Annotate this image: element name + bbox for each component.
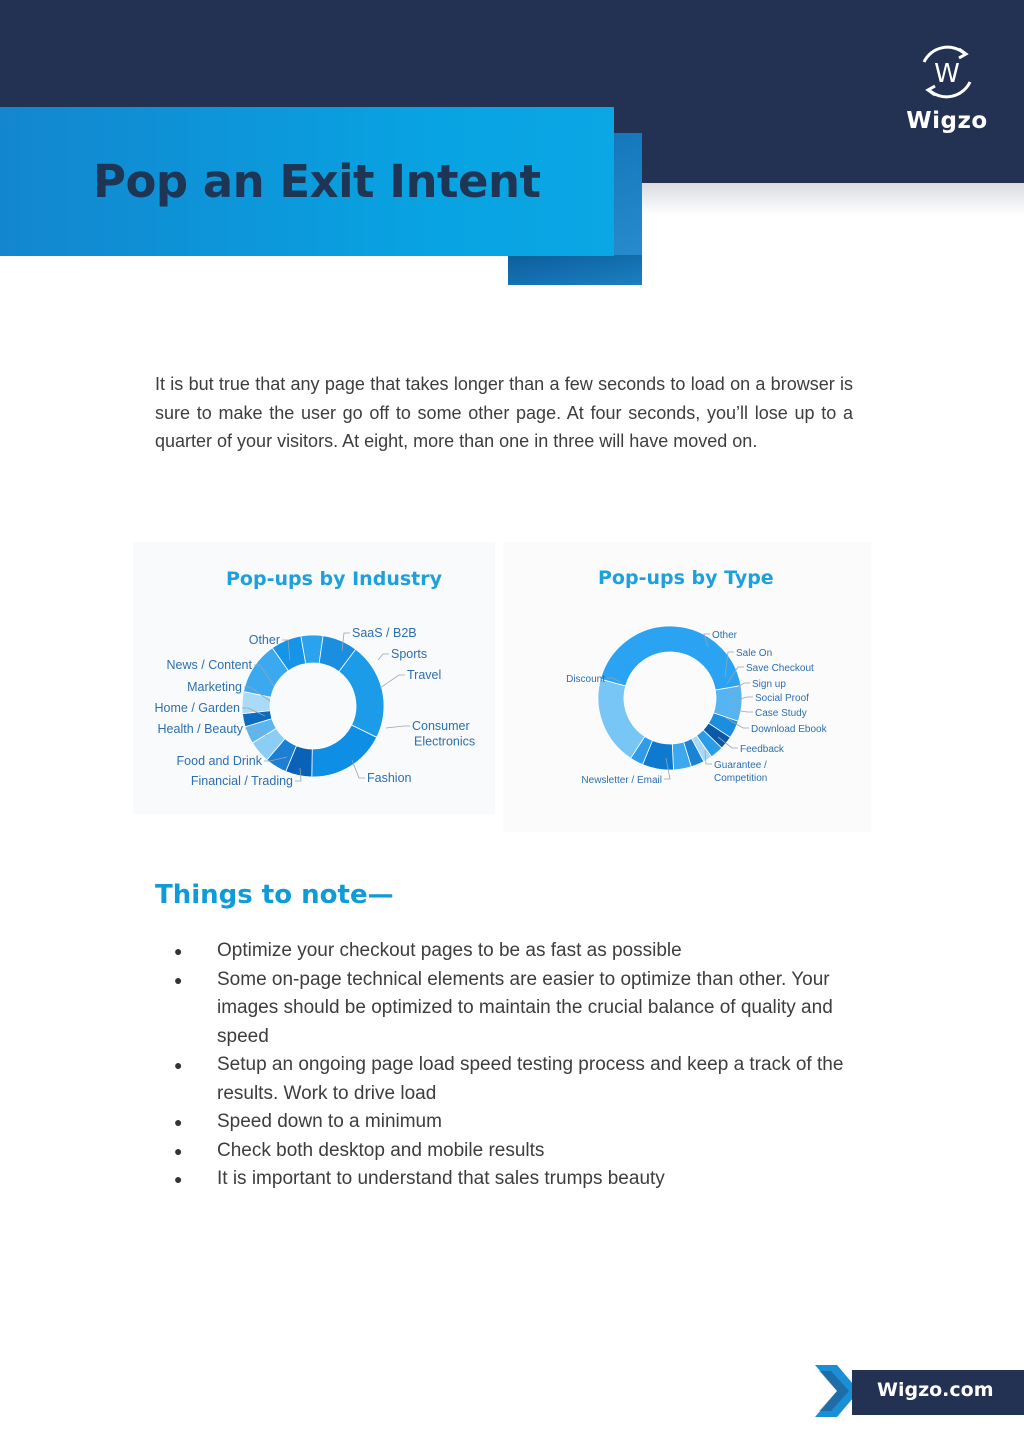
intro-paragraph: It is but true that any page that takes longer than a few seconds to load on a browser is sure to make the user go off to some other page. At four seconds, you’ll lose up to a quarter of your visitors. At eight, more than one in three will have moved on. (155, 374, 853, 451)
note-text: It is important to understand that sales trumps beauty (217, 1168, 665, 1189)
note-text: Check both desktop and mobile results (217, 1139, 545, 1161)
slice-label: Sale On (736, 648, 773, 659)
slice-label: Case Study (755, 708, 807, 719)
slice-label: SaaS / B2B (352, 626, 417, 640)
slice-label: Fashion (367, 771, 412, 785)
slice-label: Social Proof (755, 693, 809, 704)
donut-slice (598, 679, 645, 758)
slice-label: Marketing (187, 680, 242, 694)
note-item (155, 1137, 855, 1166)
donut-slice (339, 649, 384, 737)
bullet-icon: ● (174, 971, 183, 988)
slice-label: News / Content (166, 658, 252, 672)
donut-slice (312, 725, 377, 777)
slice-label: Travel (407, 668, 442, 682)
bullet-icon: ● (174, 1142, 183, 1159)
note-item (155, 937, 855, 966)
note-item (155, 966, 855, 1052)
slice-label: Guarantee / Competition (714, 760, 768, 784)
bullet-icon: ● (174, 943, 183, 959)
industry-chart-title: Pop-ups by Industry (226, 568, 442, 590)
note-text: Setup an ongoing page load speed testing process and keep a track of the results. Work to drive load (217, 1054, 844, 1104)
note-item (155, 1108, 855, 1137)
slice-label: Sign up (752, 679, 786, 690)
notes-list (155, 937, 855, 1194)
slice-label: Home / Garden (154, 701, 240, 715)
slice-label: Financial / Trading (190, 774, 293, 788)
slice-label: Health / Beauty (157, 722, 243, 736)
logo-wordmark: Wigzo (906, 108, 988, 134)
slice-label: Save Checkout (746, 663, 814, 674)
slice-label: Feedback (740, 744, 784, 755)
slice-label: Other (248, 633, 280, 647)
slice-label: Discount (566, 674, 605, 685)
type-chart-title: Pop-ups by Type (598, 567, 774, 589)
note-text: Optimize your checkout pages to be as fast as possible (217, 940, 682, 961)
leader-line (380, 675, 405, 688)
bullet-icon: ● (174, 1057, 183, 1073)
leader-line (386, 726, 410, 728)
notes-heading: Things to note— (155, 880, 394, 910)
note-item (155, 1165, 855, 1194)
note-text: Some on-page technical elements are easier to optimize than other. Your images should be optimized to maintain the crucial balance of quality and speed (217, 968, 833, 1047)
note-text: Speed down to a minimum (217, 1111, 442, 1132)
footer-site-link[interactable]: Wigzo.com (877, 1379, 994, 1401)
logo-letter: W (934, 59, 960, 89)
slice-label: Download Ebook (751, 724, 827, 735)
slice-label: Food and Drink (176, 754, 262, 768)
bullet-icon: ● (174, 1171, 183, 1187)
page-title: Pop an Exit Intent (93, 155, 541, 208)
slice-label: Sports (391, 647, 428, 661)
slice-label: Newsletter / Email (581, 775, 662, 786)
slice-label: Consumer Electronics (412, 719, 476, 749)
bullet-icon: ● (174, 1114, 183, 1130)
slice-label: Other (712, 630, 738, 641)
note-item (155, 1051, 855, 1108)
leader-line (378, 654, 389, 660)
